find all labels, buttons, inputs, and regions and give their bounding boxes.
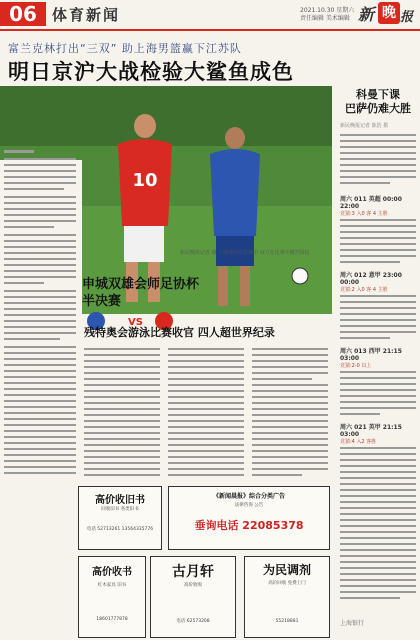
ad4-phone: 55218881: [275, 619, 299, 624]
svg-text:VS: VS: [128, 317, 143, 328]
ad2-title: 《新闻晨报》综合分类广告: [212, 493, 285, 500]
race-entry-2: [340, 270, 416, 353]
newspaper-logo: [358, 2, 416, 26]
swim-article-text-lines: [84, 344, 328, 484]
race-4-sub: 竞猜:4 入2 客胜: [340, 439, 377, 445]
ad3-title: 古月轩: [172, 564, 214, 580]
adleft-title: 高价收书: [92, 567, 132, 578]
section-title: 体育新闻: [52, 6, 121, 24]
ad4-sub: 高价回收 免费上门: [268, 581, 306, 586]
football-headline: 申城双雄会师足协杯半决赛: [82, 277, 200, 309]
page-header: [0, 0, 420, 28]
race-2-sub: 竞猜:2 入0 客 4 主胜: [340, 287, 388, 293]
race-1-sub: 竞猜:3 入0 客 4 主胜: [340, 211, 388, 217]
adleft-phone: 18601777878: [96, 617, 128, 622]
swim-article: [84, 326, 328, 488]
ad2-phone: 垂询电话 22085378: [194, 519, 304, 532]
left-article: [4, 150, 76, 484]
ad-used-books: [78, 486, 162, 550]
ad1-title: 高价收旧书: [95, 495, 145, 506]
race-entry-1: [340, 194, 416, 277]
right-column-body: [340, 132, 416, 196]
photo-caption: 新民晚报记者 摄 上港球员在比赛中 双方在比赛中激烈拼抢: [180, 250, 310, 256]
ad-classifieds: [168, 486, 330, 550]
swim-headline: 残特奥会游泳比赛收官 四人超世界纪录: [84, 326, 275, 339]
logo-char-wan: 晚: [378, 2, 400, 24]
ad1-sub: 回收旧书 各类旧书: [101, 507, 139, 512]
ad4-title: 为民调剂: [262, 563, 311, 577]
page-number: 06: [0, 2, 46, 26]
logo-char-xin: 新: [358, 5, 375, 24]
lead-subhead: 富兰克林打出“三双” 助上海男篮赢下江苏队: [8, 42, 242, 55]
race-3-sub: 竞猜:2-0 以上: [340, 363, 372, 369]
issue-date: 2021.10.30 星期六: [300, 7, 355, 14]
editors-line: 责任编辑 美术编辑: [300, 15, 350, 22]
race-entry-3: [340, 346, 416, 429]
ad3-phone: 电话 62573208: [176, 619, 210, 624]
race-4-head: 周六 021 英甲 21:15 03:00: [340, 424, 402, 438]
ad-weimin: [244, 556, 330, 638]
ad-buy-books: [78, 556, 146, 638]
race-entry-4: [340, 422, 416, 629]
right-column-title: 科曼下课 巴萨仍难大胜: [345, 88, 411, 115]
ad-guyuexuan: [150, 556, 236, 638]
race-2-head: 周六 012 意甲 23:00 00:00: [340, 272, 402, 286]
race-1-text-lines: [340, 217, 416, 273]
race-1-head: 周六 011 英超 00:00 22:00: [340, 196, 402, 210]
ad3-sub: 高价收购: [184, 583, 202, 588]
footer-logo: 上海银行: [340, 620, 365, 627]
right-column-byline: 新民晚报记者 陈浩 摄: [340, 123, 389, 129]
logo-char-bao: 报: [400, 10, 414, 25]
left-article-text-lines: [4, 150, 76, 480]
right-intro-text-lines: [340, 132, 416, 192]
race-4-text-lines: [340, 445, 416, 625]
race-3-text-lines: [340, 369, 416, 425]
header-rule: [0, 29, 420, 31]
race-2-text-lines: [340, 293, 416, 349]
race-3-head: 周六 013 西甲 21:15 03:00: [340, 348, 402, 362]
adleft-sub: 红木家具 旧书: [97, 583, 127, 588]
svg-text:10: 10: [132, 170, 158, 191]
ad2-sub: 法律咨询 公告: [234, 503, 264, 508]
ad1-phone: 电话 52713261 13564335776: [86, 527, 154, 532]
lead-headline: 明日京沪大战检验大鲨鱼成色: [8, 60, 294, 84]
